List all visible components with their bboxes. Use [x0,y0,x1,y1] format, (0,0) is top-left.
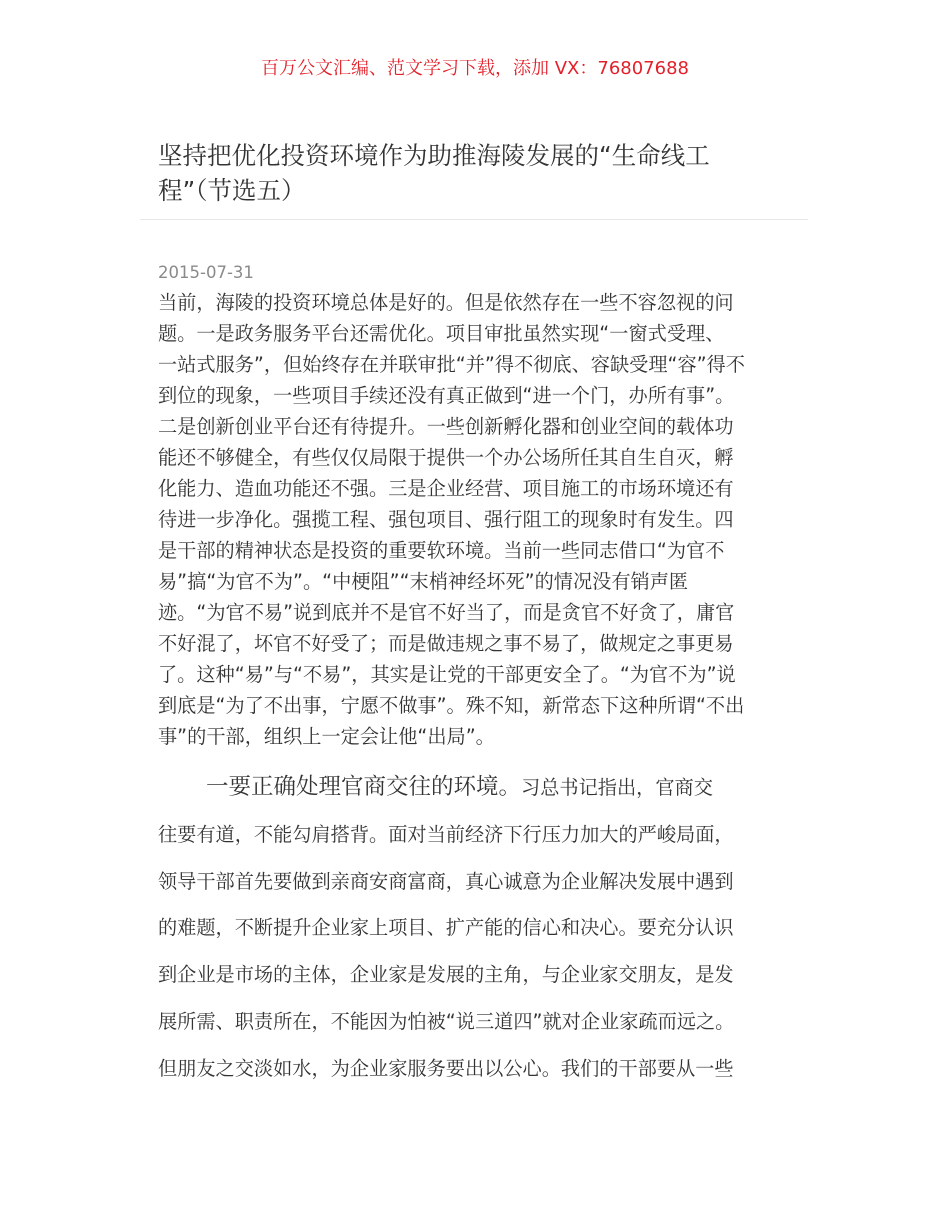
text-line: 当前，海陵的投资环境总体是好的。但是依然存在一些不容忽视的问 [158,291,734,314]
text-line: 到位的现象，一些项目手续还没有真正做到“进一个门，办所有事”。 [158,384,735,407]
text-line: 是干部的精神状态是投资的重要软环境。当前一些同志借口“为官不 [158,539,725,562]
title-line: 程”（节选五） [158,176,306,205]
text-line: 但朋友之交淡如水，为企业家服务要出以公心。我们的干部要从一些 [158,1056,734,1080]
text-line: 待进一步净化。强揽工程、强包项目、强行阻工的现象时有发生。四 [158,508,734,531]
text-line: 领导干部首先要做到亲商安商富商，真心诚意为企业解决发展中遇到 [158,869,734,893]
title-divider [140,219,808,220]
text-line: 题。一是政务服务平台还需优化。项目审批虽然实现“一窗式受理、 [158,322,725,345]
text-line: 事”的干部，组织上一定会让他“出局”。 [158,725,495,748]
text-line: 易”搞“为官不为”。“中梗阻”“末梢神经坏死”的情况没有销声匿 [158,570,689,593]
text-line: 二是创新创业平台还有待提升。一些创新孵化器和创业空间的载体功 [158,415,734,438]
text-line: 迹。“为官不易”说到底并不是官不好当了，而是贪官不好贪了，庸官 [158,601,735,624]
text-line: 不好混了，坏官不好受了；而是做违规之事不易了，做规定之事更易 [158,632,734,655]
text-fragment: 习总书记指出，官商交 [521,776,713,799]
text-line: 一站式服务”，但始终存在并联审批“并”得不彻底、容缺受理“容”得不 [158,353,745,376]
text-line [158,764,794,812]
text-line: 的难题，不断提升企业家上项目、扩产能的信心和决心。要充分认识 [158,916,734,940]
paragraph-2 [158,764,794,1093]
text-line: 往要有道，不能勾肩搭背。面对当前经济下行压力加大的严峻局面， [158,822,734,846]
text-line: 能还不够健全，有些仅仅局限于提供一个办公场所任其自生自灭，孵 [158,446,734,469]
text-line: 化能力、造血功能还不强。三是企业经营、项目施工的市场环境还有 [158,477,734,500]
publish-date: 2015-07-31 [158,263,254,282]
paragraph-1 [158,287,794,752]
text-line: 展所需、职责所在，不能因为怕被“说三道四”就对企业家疏而远之。 [158,1009,735,1033]
title-line: 坚持把优化投资环境作为助推海陵发展的“生命线工 [158,141,710,170]
watermark-banner: 百万公文汇编、范文学习下载，添加 VX：76807688 [261,58,689,79]
text-line: 了。这种“易”与“不易”，其实是让党的干部更安全了。“为官不为”说 [158,663,736,686]
text-line: 到企业是市场的主体，企业家是发展的主角，与企业家交朋友，是发 [158,963,734,987]
section-lead-heading: 一要正确处理官商交往的环境。 [206,774,522,800]
article-title [158,138,778,208]
text-line: 到底是“为了不出事，宁愿不做事”。殊不知，新常态下这种所谓“不出 [158,694,745,717]
